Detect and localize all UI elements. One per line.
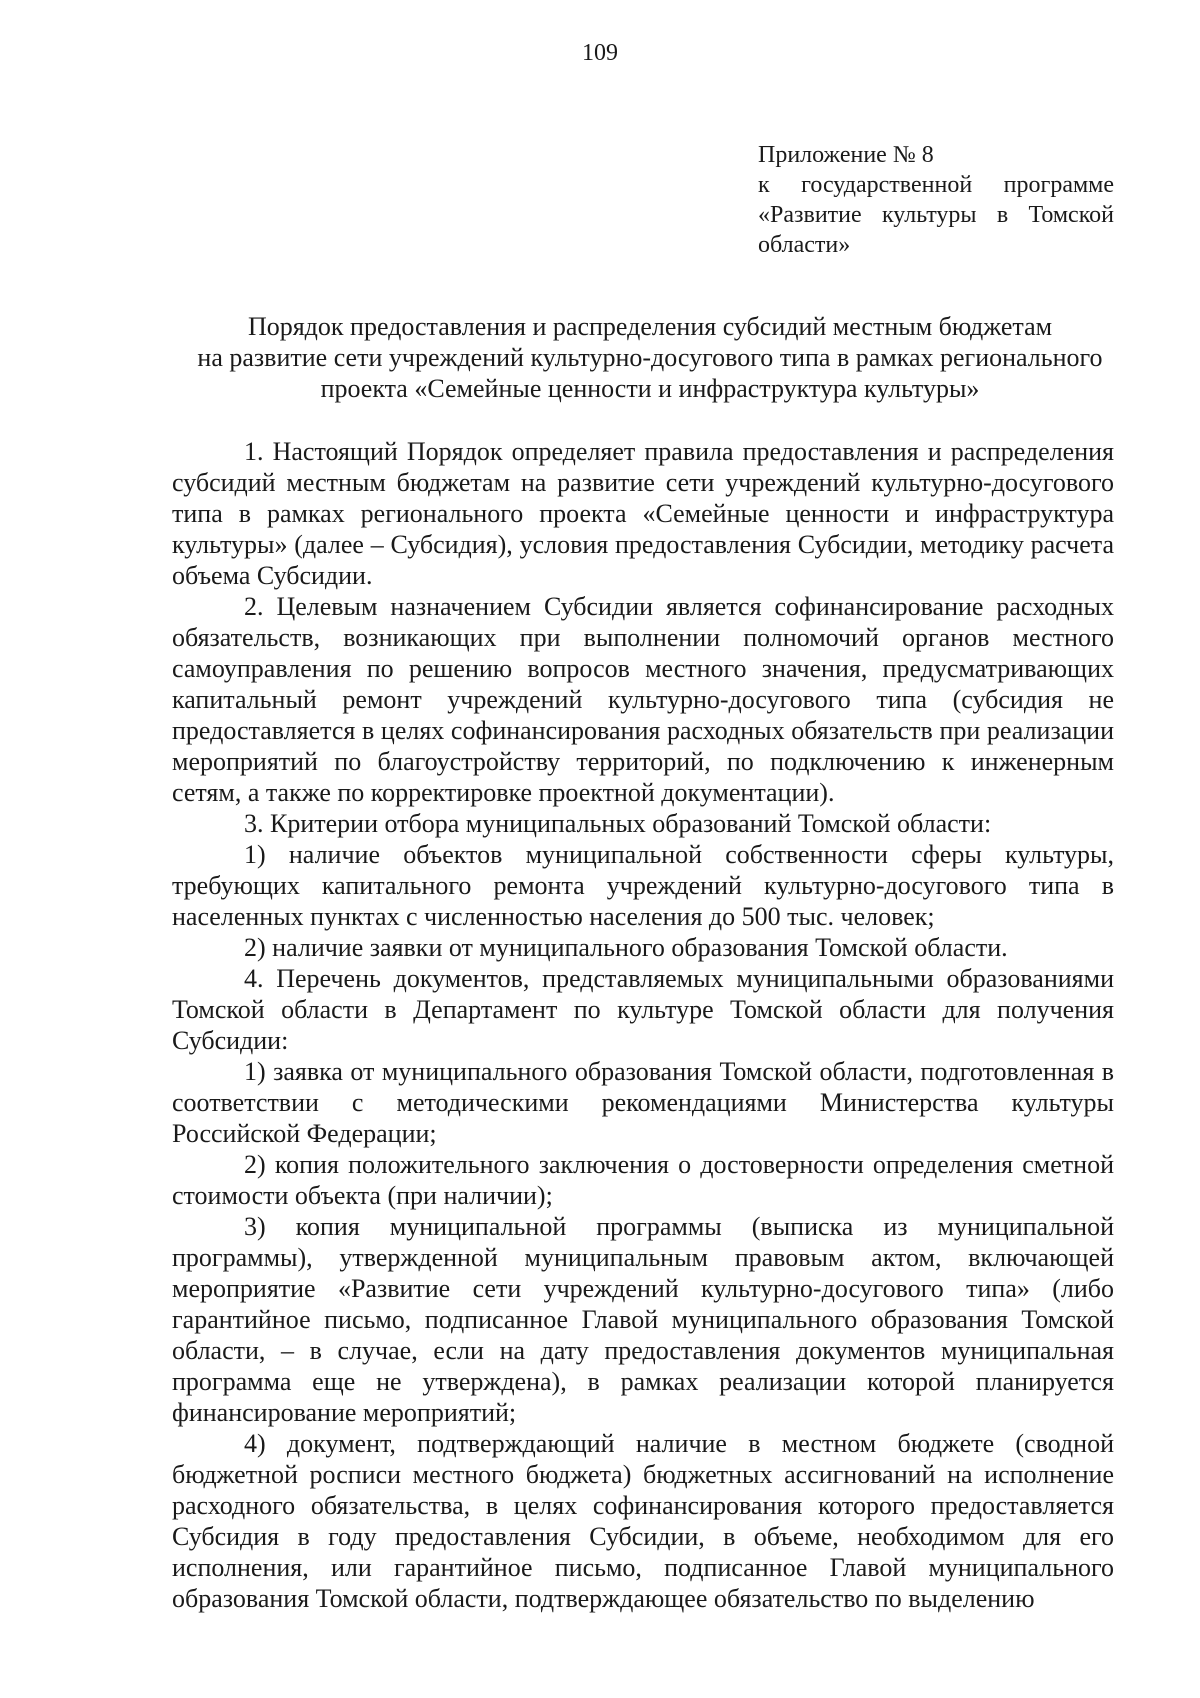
paragraph: 1) наличие объектов муниципальной собственности сферы культуры, требующих капитального ремонта учреждений культурно-досугового типа в населенных пунктах с численностью населения до 500 тыс. человек;	[172, 840, 1114, 931]
paragraph: 2) копия положительного заключения о достоверности определения сметной стоимости объекта (при наличии);	[172, 1150, 1114, 1210]
title-line: Порядок предоставления и распределения субсидий местным бюджетам	[247, 312, 1053, 341]
page-number: 109	[582, 40, 618, 66]
paragraph: 1) заявка от муниципального образования Томской области, подготовленная в соответствии с методическими рекомендациями Министерства культуры Российской Федерации;	[172, 1057, 1114, 1148]
paragraph: 2) наличие заявки от муниципального образования Томской области.	[244, 933, 1008, 962]
paragraph: 1. Настоящий Порядок определяет правила предоставления и распределения субсидий местным бюджетам на развитие сети учреждений культурно-досугового типа в рамках регионального проекта «Семейные ценности и инфраструктура культуры» (далее – Субсидия), условия предоставления Субсидии, методику расчета объема Субсидии.	[172, 437, 1114, 590]
paragraph: 4) документ, подтверждающий наличие в местном бюджете (сводной бюджетной росписи местного бюджета) бюджетных ассигнований на исполнение расходного обязательства, в целях софинансирования которого предоставляется Субсидия в году предоставления Субсидии, в объеме, необходимом для его исполнения, или гарантийное письмо, подписанное Главой муниципального образования Томской области, подтверждающее обязательство по выделению	[172, 1429, 1114, 1613]
appendix-line: «Развитие культуры в Томской	[758, 202, 1114, 228]
document-title	[140, 311, 1160, 404]
paragraph: 3) копия муниципальной программы (выписка из муниципальной программы), утвержденной муниципальным правовым актом, включающей мероприятие «Развитие сети учреждений культурно-досугового типа» (либо гарантийное письмо, подписанное Главой муниципального образования Томской области, – в случае, если на дату предоставления документов муниципальная программа еще не утверждена), в рамках реализации которой планируется финансирование мероприятий;	[172, 1212, 1114, 1427]
document-body	[172, 436, 1114, 1614]
paragraph: 2. Целевым назначением Субсидии является софинансирование расходных обязательств, возникающих при выполнении полномочий органов местного самоуправления по решению вопросов местного значения, предусматривающих капитальный ремонт учреждений культурно-досугового типа (субсидия не предоставляется в целях софинансирования расходных обязательств при реализации мероприятий по благоустройству территорий, по подключению к инженерным сетям, а также по корректировке проектной документации).	[172, 592, 1114, 807]
appendix-reference	[758, 140, 1114, 260]
appendix-line: области»	[758, 232, 851, 258]
paragraph: 3. Критерии отбора муниципальных образований Томской области:	[244, 809, 992, 838]
paragraph: 4. Перечень документов, представляемых муниципальными образованиями Томской области в Департамент по культуре Томской области для получения Субсидии:	[172, 964, 1114, 1055]
appendix-line: к государственной программе	[758, 172, 1114, 198]
appendix-line: Приложение № 8	[758, 142, 934, 168]
title-line: проекта «Семейные ценности и инфраструктура культуры»	[320, 374, 980, 403]
title-line: на развитие сети учреждений культурно-досугового типа в рамках регионального	[197, 343, 1103, 372]
